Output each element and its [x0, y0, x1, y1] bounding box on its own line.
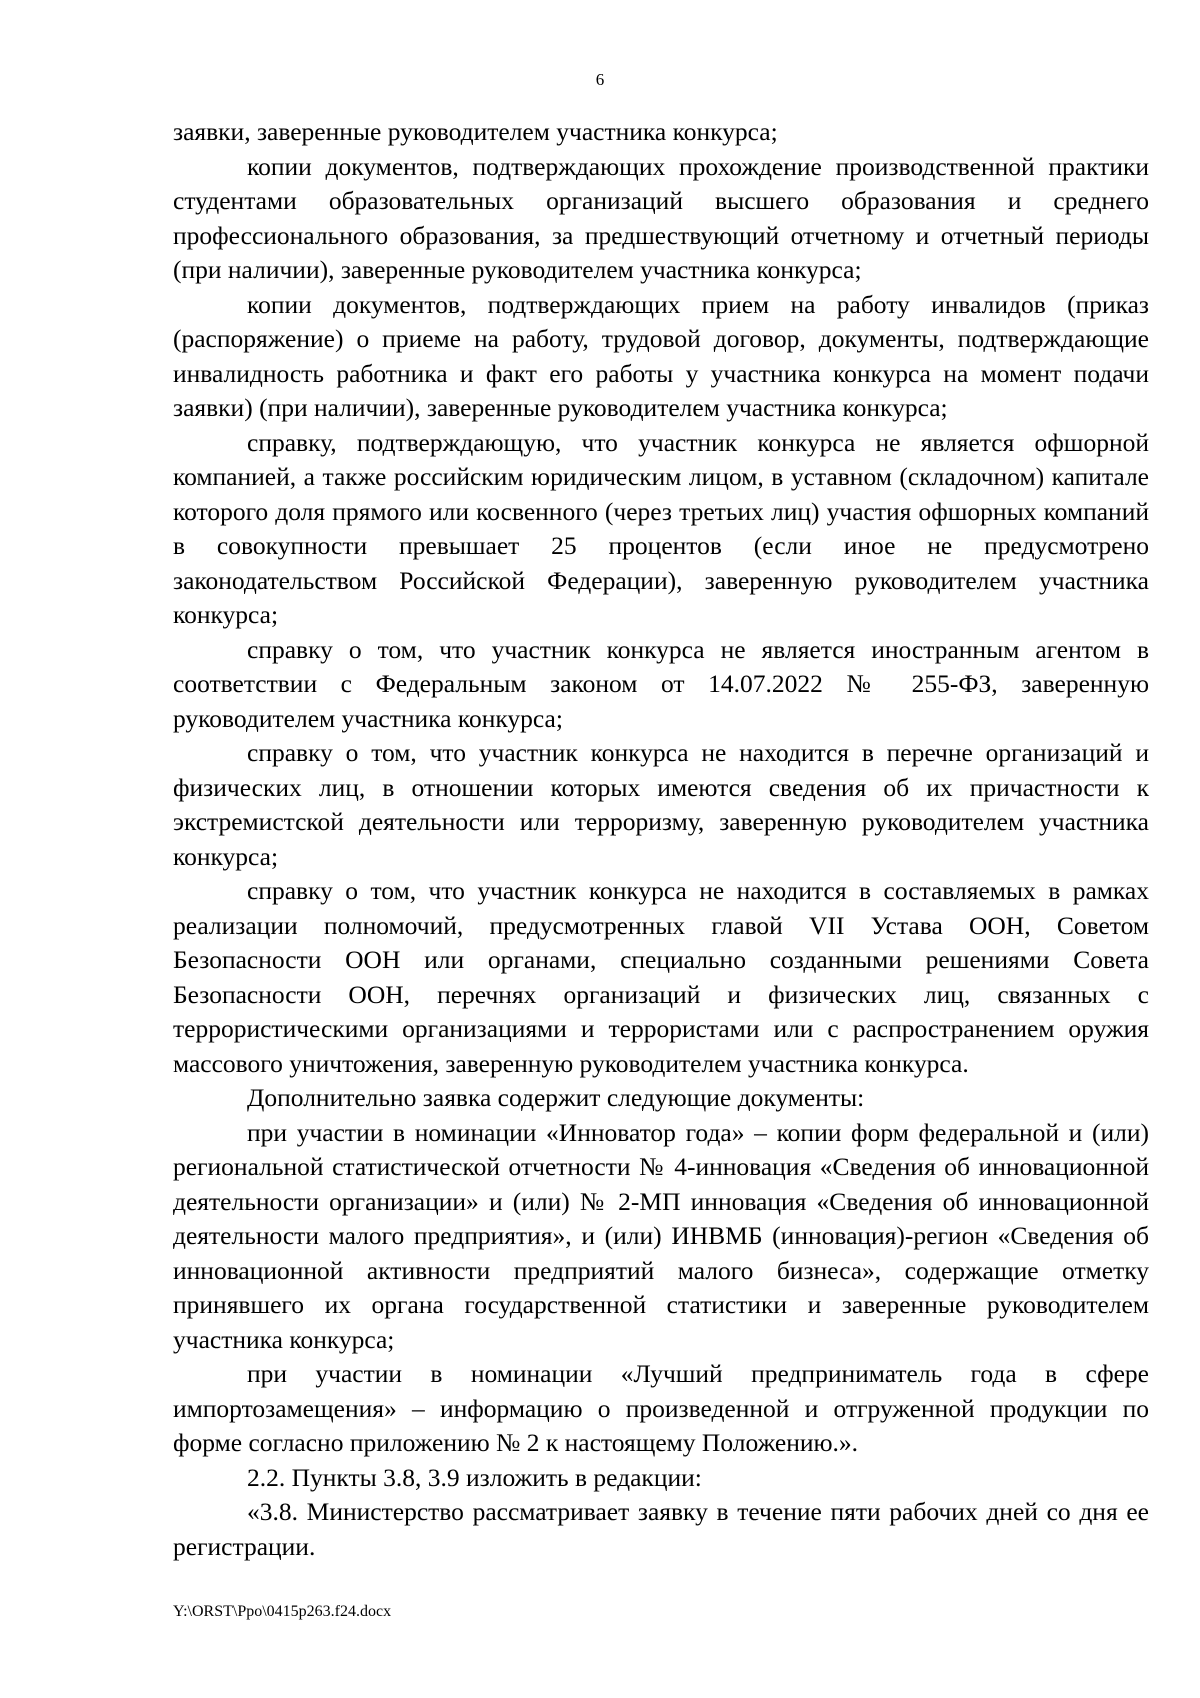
- paragraph-clause-3-8: «3.8. Министерство рассматривает заявку в течение пяти рабочих дней со дня ее регистрации.: [173, 1497, 1149, 1561]
- paragraph-un-sanctions-certificate: справку о том, что участник конкурса не находится в составляемых в рамках реализации полномочий, предусмотренных главой VII Устава ООН, Советом Безопасности ООН или органами, специально созданными решениями Совета Безопасности ООН, перечнях организаций и физических лиц, связанных с террористическими организациями и террористами или с распространением оружия массового уничтожения, заверенную руководителем участника конкурса.: [173, 876, 1149, 1078]
- document-body: [173, 115, 1149, 1564]
- paragraph-internship-documents: копии документов, подтверждающих прохождение производственной практики студентами образовательных организаций высшего образования и среднего профессионального образования, за предшествующий отчетному и отчетный периоды (при наличии), заверенные руководителем участника конкурса;: [173, 151, 1149, 284]
- paragraph-extremism-list-certificate: справку о том, что участник конкурса не находится в перечне организаций и физических лиц, в отношении которых имеются сведения об их причастности к экстремистской деятельности или терроризму, заверенную руководителем участника конкурса;: [173, 738, 1149, 871]
- paragraph-disabled-hiring-documents: копии документов, подтверждающих прием на работу инвалидов (приказ (распоряжение) о приеме на работу, трудовой договор, документы, подтверждающие инвалидность работника и факт его работы у участника конкурса на момент подачи заявки) (при наличии), заверенные руководителем участника конкурса;: [173, 289, 1149, 422]
- paragraph-additional-documents-intro: Дополнительно заявка содержит следующие документы:: [247, 1083, 865, 1112]
- paragraph-import-substitution-nomination: при участии в номинации «Лучший предприниматель года в сфере импортозамещения» – информацию о произведенной и отгруженной продукции по форме согласно приложению № 2 к настоящему Положению.».: [173, 1359, 1149, 1457]
- paragraph-foreign-agent-certificate: справку о том, что участник конкурса не является иностранным агентом в соответствии с Федеральным законом от 14.07.2022 № 255-ФЗ, заверенную руководителем участника конкурса;: [173, 634, 1149, 733]
- paragraph-application-continuation: заявки, заверенные руководителем участника конкурса;: [173, 117, 778, 146]
- page-number: 6: [595, 70, 605, 89]
- paragraph-clause-2-2: 2.2. Пункты 3.8, 3.9 изложить в редакции:: [247, 1462, 702, 1492]
- paragraph-offshore-certificate: справку, подтверждающую, что участник конкурса не является офшорной компанией, а также российским юридическим лицом, в уставном (складочном) капитале которого доля прямого или косвенного (через третьих лиц) участия офшорных компаний в совокупности превышает 25 процентов (если иное не предусмотрено законодательством Российской Федерации), заверенную руководителем участника конкурса;: [173, 427, 1149, 629]
- footer-file-path: Y:\ORST\Ppo\0415p263.f24.docx: [173, 1603, 392, 1620]
- paragraph-innovator-nomination: при участии в номинации «Инноватор года» – копии форм федеральной и (или) региональной статистической отчетности № 4-инновация «Сведения об инновационной деятельности организации» и (или) № 2-МП инновация «Сведения об инновационной деятельности малого предприятия», и (или) ИНВМБ (инновация)-регион «Сведения об инновационной активности предприятий малого бизнеса», содержащие отметку принявшего их органа государственной статистики и заверенные руководителем участника конкурса;: [173, 1117, 1149, 1354]
